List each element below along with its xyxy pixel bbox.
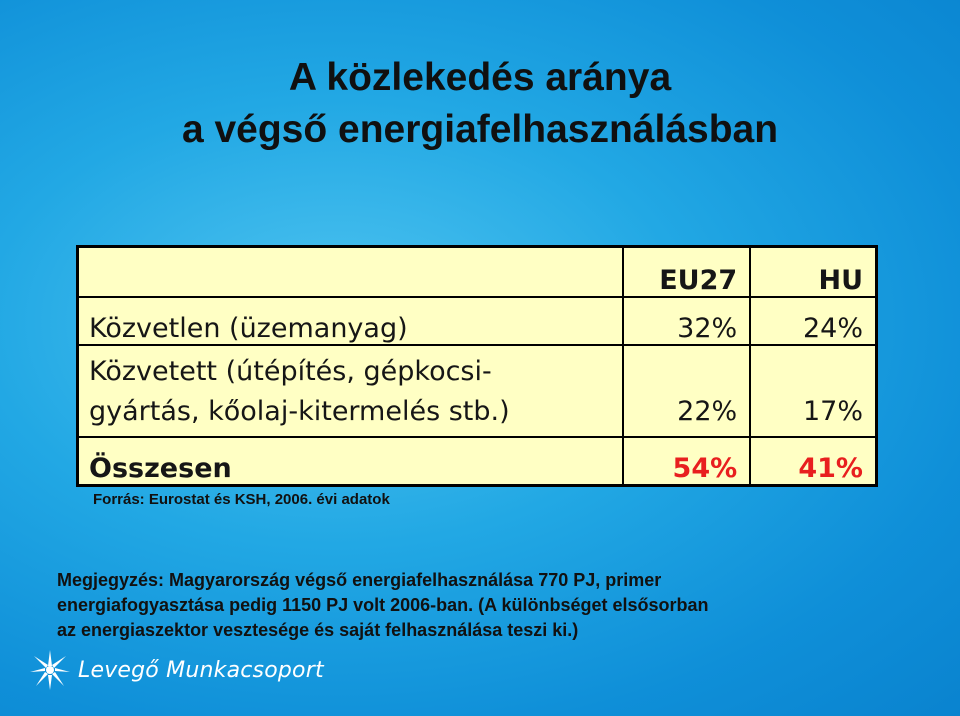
row-label [78, 345, 623, 437]
remark-line-1: Megjegyzés: Magyarország végső energiafelhasználása 770 PJ, primer [57, 570, 662, 590]
table-header-hu: HU [750, 247, 876, 298]
table-row-indirect [78, 345, 877, 437]
row-label-line-1: Közvetett (útépítés, gépkocsi- [89, 356, 492, 387]
slide-title-line-1: A közlekedés aránya [288, 56, 672, 99]
row-label: Összesen [78, 437, 623, 486]
slide-title-line-2: a végső energiafelhasználásban [181, 108, 779, 151]
row-label: Közvetlen (üzemanyag) [78, 297, 623, 345]
logo-text: Levegő Munkacsoport [78, 657, 324, 683]
remark-line-3: az energiaszektor vesztesége és saját felhasználása teszi ki.) [57, 620, 579, 640]
row-value-eu27: 22% [623, 345, 750, 437]
organization-logo [28, 648, 324, 692]
table-header-row [78, 247, 877, 298]
sun-burst-icon [28, 648, 72, 692]
table-row-direct [78, 297, 877, 345]
remark-note [57, 568, 917, 643]
row-value-eu27: 32% [623, 297, 750, 345]
energy-share-table [76, 245, 878, 487]
row-value-hu: 17% [750, 345, 876, 437]
remark-line-2: energiafogyasztása pedig 1150 PJ volt 2006-ban. (A különbséget elsősorban [57, 595, 709, 615]
row-value-hu: 24% [750, 297, 876, 345]
row-value-hu: 41% [750, 437, 876, 486]
slide-title [0, 52, 960, 156]
row-value-eu27: 54% [623, 437, 750, 486]
row-label-line-2: gyártás, kőolaj-kitermelés stb.) [89, 396, 510, 427]
source-note: Forrás: Eurostat és KSH, 2006. évi adatok [93, 491, 390, 508]
table-row-total [78, 437, 877, 486]
table-header-eu27: EU27 [623, 247, 750, 298]
table-header-empty-cell [78, 247, 623, 298]
